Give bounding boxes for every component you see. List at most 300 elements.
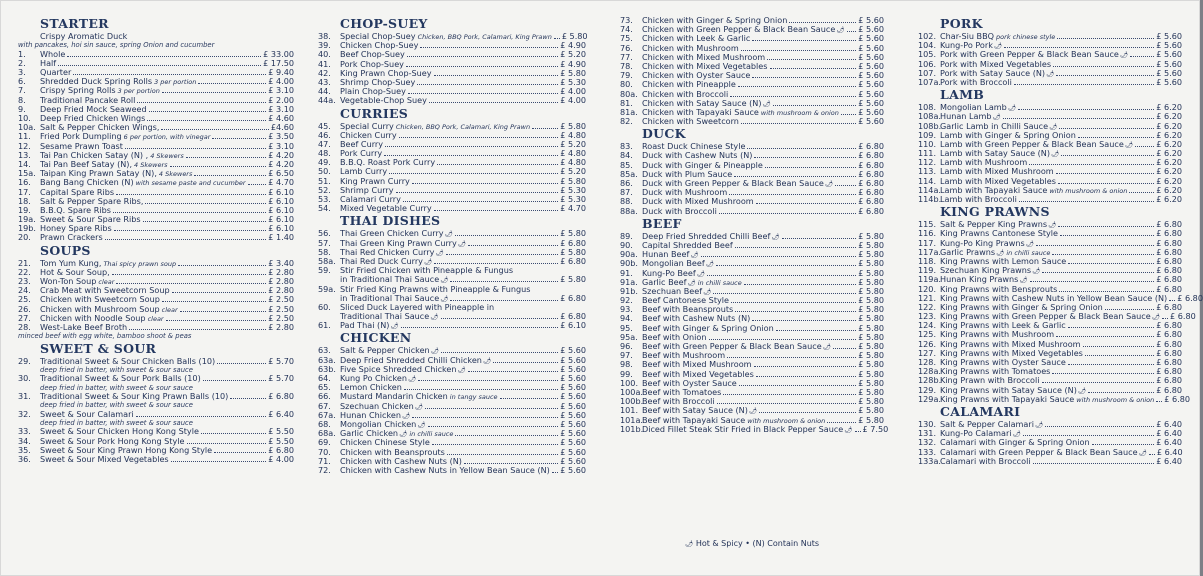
item-number: 53. <box>318 194 331 204</box>
item-name: King Prawns with Ginger & Spring Onion <box>940 301 1103 312</box>
item-price: £ 4.60 <box>268 113 294 123</box>
item-name: in Traditional Thai Sauce <box>340 274 440 285</box>
item-price: £4.60 <box>270 122 294 133</box>
item-number: 83. <box>620 141 633 152</box>
item-price: £ 5.50 <box>268 426 294 437</box>
item-number: 74. <box>620 24 633 35</box>
hot-chilli-icon: 🌶 <box>440 276 449 285</box>
item-name: Sweet & Sour Chicken Hong Kong Style <box>40 426 199 437</box>
section-heading: SOUPS <box>40 242 91 258</box>
hot-chilli-icon: 🌶 <box>430 347 439 356</box>
item-name: Deep Fried Shredded Chilli Chicken <box>340 354 482 365</box>
item-number: 29. <box>18 355 31 366</box>
dot-leader <box>701 250 857 257</box>
hot-chilli-icon: 🌶 <box>1124 140 1134 149</box>
item-price: £ 4.90 <box>560 40 586 51</box>
item-number: 11. <box>18 131 31 142</box>
dot-leader <box>171 455 267 462</box>
item-price: £ 5.60 <box>858 88 884 99</box>
dot-leader <box>450 275 558 282</box>
item-name: King Prawns with Cashew Nuts in Yellow Bean Sauce (N) <box>940 292 1168 303</box>
item-name: Pork with Broccoli <box>940 76 1012 87</box>
dot-leader <box>1036 239 1154 246</box>
dot-leader <box>406 60 558 67</box>
item-number: 90b. <box>620 258 639 269</box>
item-detail: Chicken, BBQ Pork, Calamari, King Prawn <box>417 33 552 41</box>
dot-leader <box>752 314 856 321</box>
item-price: £ 5.60 <box>1156 31 1182 41</box>
item-number: 23. <box>18 276 31 286</box>
item-name: B.B.Q. Roast Pork Curry <box>340 157 436 168</box>
item-price: £ 5.60 <box>858 15 884 25</box>
item-price: £ 6.10 <box>268 195 294 206</box>
item-name: Kung Po Chicken <box>340 373 407 383</box>
hot-chilli-icon: 🌶 <box>748 407 758 416</box>
dot-leader <box>734 170 856 177</box>
item-name: Chicken with Pineapple <box>642 79 736 90</box>
item-name: Mongolian Chicken <box>340 418 417 429</box>
dot-leader <box>500 392 559 399</box>
item-number: 107a. <box>918 76 941 87</box>
item-price: £ 5.80 <box>858 267 884 278</box>
hot-chilli-icon: 🌶 <box>992 113 1001 122</box>
menu-item <box>18 357 294 366</box>
dot-leader <box>1085 349 1154 356</box>
item-name: Calamari Curry <box>340 194 401 204</box>
dot-leader <box>437 158 558 165</box>
hot-chilli-icon: 🌶 <box>444 230 453 239</box>
hot-chilli-icon: 🌶 <box>430 313 439 322</box>
item-name: Chicken with Oyster Sauce <box>642 70 751 81</box>
section-heading: PORK <box>940 16 983 31</box>
dot-leader <box>455 229 558 236</box>
dot-leader <box>441 346 558 353</box>
hot-chilli-icon: 🌶 <box>1034 420 1044 429</box>
dot-leader <box>1162 312 1168 319</box>
dot-leader <box>420 41 558 48</box>
item-price: £ 6.80 <box>1170 311 1196 322</box>
item-detail: 6 per portion, with vinegar <box>123 133 211 142</box>
hot-chilli-icon: 🌶 <box>423 257 433 266</box>
hot-chilli-icon: 🌶 <box>705 260 714 269</box>
item-number: 128a. <box>918 366 941 377</box>
hot-chilli-icon: 🌶 <box>993 42 1003 51</box>
hot-chilli-icon: 🌶 <box>762 99 771 108</box>
dot-leader <box>756 197 857 204</box>
dot-leader <box>1023 429 1154 436</box>
dot-leader <box>67 50 261 57</box>
dot-leader <box>1030 275 1155 282</box>
item-number: 44a. <box>318 95 336 106</box>
item-price: £ 5.60 <box>560 382 586 393</box>
item-price: £ 4.00 <box>268 453 294 464</box>
dot-leader <box>738 80 856 87</box>
item-price: £ 5.80 <box>560 175 586 186</box>
item-price: £ 6.50 <box>268 168 294 179</box>
dot-leader <box>1056 69 1154 76</box>
item-number: 2. <box>18 57 26 68</box>
item-price: £ 5.20 <box>560 49 586 60</box>
item-name: Hunan King Prawns <box>940 274 1019 285</box>
menu-item <box>318 466 586 475</box>
item-number: 19a. <box>18 214 36 225</box>
item-number: 106. <box>918 58 937 69</box>
dot-leader <box>773 99 856 106</box>
item-price: £ 6.20 <box>1156 157 1182 168</box>
item-price: £ 6.10 <box>560 320 586 331</box>
item-detail: in chilli sauce <box>1006 248 1051 257</box>
dot-leader <box>468 239 558 246</box>
item-name: Beef with Satay Sauce (N) <box>642 405 748 416</box>
item-price: £ 5.80 <box>858 276 884 287</box>
dot-leader <box>401 321 559 328</box>
item-number: 133a. <box>918 455 941 466</box>
item-number: 20. <box>18 232 31 243</box>
item-name: Crispy Spring Rolls <box>40 85 116 96</box>
item-number: 64. <box>318 373 331 383</box>
item-number: 132. <box>918 437 937 448</box>
hot-chilli-icon: 🌶 <box>703 287 712 296</box>
item-name: Sweet & Sour Pork Hong Kong Style <box>40 435 185 446</box>
dot-leader <box>114 224 267 231</box>
section-heading: CURRIES <box>340 105 409 121</box>
item-price: £ 5.80 <box>858 405 884 416</box>
item-price: £ 6.80 <box>858 187 884 198</box>
dot-leader <box>194 169 266 176</box>
hot-chilli-icon: 🌶 <box>696 269 705 278</box>
item-price: £ 5.60 <box>858 60 884 71</box>
item-price: £ 6.80 <box>1156 255 1182 266</box>
item-number: 79. <box>620 70 633 81</box>
item-name: Duck with Green Pepper & Black Bean Sauce <box>642 178 824 188</box>
item-number: 6. <box>18 76 26 87</box>
dot-leader <box>434 204 559 211</box>
item-number: 101. <box>620 405 639 416</box>
dot-leader <box>1092 438 1155 445</box>
item-name: Szechuan King Prawns <box>940 265 1032 276</box>
item-number: 96. <box>620 341 633 351</box>
item-number: 113. <box>918 166 937 177</box>
item-number: 129a. <box>918 393 941 404</box>
item-name: Lamb Curry <box>340 166 388 177</box>
dot-leader <box>752 71 856 78</box>
item-name: Thai Red Chicken Curry <box>340 246 435 257</box>
dot-leader <box>754 360 857 367</box>
item-number: 101b. <box>620 423 644 434</box>
item-price: £ 6.80 <box>1156 228 1182 239</box>
dot-leader <box>73 68 266 75</box>
item-price: £ 6.20 <box>1156 120 1182 131</box>
item-number: 91. <box>620 267 633 278</box>
item-name: Thai Green King Prawn Curry <box>340 237 457 248</box>
item-price: £ 6.80 <box>1164 393 1191 404</box>
hot-chilli-icon: 🌶 <box>1151 313 1160 322</box>
item-name: Kung-Po King Prawns <box>940 237 1025 248</box>
item-number: 97. <box>620 350 633 361</box>
dot-leader <box>187 437 267 444</box>
item-price: £ 5.80 <box>858 359 884 370</box>
item-price: £ 5.80 <box>560 67 586 78</box>
item-name: Traditional Sweet & Sour Pork Balls (10) <box>40 373 201 384</box>
item-number: 48. <box>318 148 331 159</box>
item-price: £ 5.60 <box>560 373 586 383</box>
hot-chilli-icon: 🌶 <box>824 180 834 188</box>
item-number: 58a. <box>318 255 336 266</box>
dot-leader <box>412 177 558 184</box>
dot-leader <box>166 314 267 321</box>
item-price: £ 6.80 <box>1156 366 1182 377</box>
item-number: 126. <box>918 338 937 349</box>
item-name: Chicken with Broccoli <box>642 88 729 99</box>
dot-leader <box>1042 376 1155 383</box>
item-number: 111. <box>918 148 937 159</box>
item-price: £ 5.60 <box>1156 40 1182 51</box>
item-number: 102. <box>918 31 937 41</box>
item-number: 1. <box>18 48 26 59</box>
item-number: 89. <box>620 230 633 241</box>
item-price: £ 5.60 <box>858 42 884 53</box>
item-number: 65. <box>318 382 331 393</box>
item-detail: clear <box>98 278 115 286</box>
item-name: Thai Green Chicken Curry <box>340 228 444 239</box>
item-number: 120. <box>918 283 937 294</box>
item-name: Hunan Lamb <box>940 111 992 122</box>
item-name: Beef with Mixed Vegetables <box>642 368 754 379</box>
item-number: 100. <box>620 377 639 388</box>
item-price: £ 5.60 <box>560 354 586 365</box>
item-detail: with sesame paste and cucumber <box>135 179 246 188</box>
item-price: £ 6.80 <box>1156 384 1182 395</box>
item-price: £ 2.50 <box>268 303 294 314</box>
item-number: 15a. <box>18 168 36 179</box>
item-price: £ 5.60 <box>858 116 884 127</box>
item-name: King Prawns with Bensprouts <box>940 283 1058 294</box>
dot-leader <box>455 429 558 436</box>
item-name: Chicken with Mushroom Soup <box>40 303 160 314</box>
dot-leader <box>434 257 558 264</box>
item-price: £ 5.70 <box>268 355 294 366</box>
dot-leader <box>719 207 856 214</box>
item-price: £ 4.20 <box>268 149 294 160</box>
item-name: Beef with Oyster Sauce <box>642 377 737 388</box>
menu-item <box>318 96 586 105</box>
item-detail: pork chinese style <box>996 33 1056 41</box>
section-heading: CALAMARI <box>940 403 1021 419</box>
item-number: 69. <box>318 437 331 448</box>
dot-leader <box>112 268 267 275</box>
item-name: King Prawns with Leek & Garlic <box>940 320 1066 331</box>
menu-item <box>18 392 294 401</box>
item-number: 22. <box>18 266 31 277</box>
item-number: 59. <box>318 265 331 276</box>
item-detail: clear <box>161 305 178 314</box>
item-name: King Prawns with Tapayaki Sauce <box>940 393 1075 404</box>
item-name: Beef Cantonese Style <box>642 295 730 306</box>
item-price: £ 5.80 <box>858 239 884 250</box>
item-name: Calamari with Broccoli <box>940 455 1031 466</box>
item-detail: 3 per portion <box>154 78 197 87</box>
item-price: £ 2.80 <box>268 266 294 277</box>
item-name: Pork with Green Pepper & Black Bean Sauce <box>940 49 1119 60</box>
hot-chilli-icon: 🌶 <box>844 425 853 434</box>
item-number: 117. <box>918 237 937 248</box>
hot-chilli-icon: 🌶 <box>440 294 449 303</box>
section-heading: BEEF <box>642 215 682 231</box>
item-price: £ 2.00 <box>268 94 294 105</box>
dot-leader <box>162 86 266 93</box>
item-name: Plain Chop-Suey <box>340 86 406 97</box>
hot-chilli-icon: 🌶 <box>1051 150 1060 159</box>
item-name: King Prawns with Mixed Mushroom <box>940 338 1081 349</box>
item-number: 84. <box>620 150 633 161</box>
dot-leader <box>385 140 558 147</box>
item-name: Capital Shredded Beef <box>642 239 733 250</box>
item-detail: 4 Skewers <box>134 160 168 169</box>
item-name: Mixed Vegetable Curry <box>340 203 432 214</box>
item-name: Beef Chop-Suey <box>340 49 405 60</box>
hot-chilli-icon: 🌶 <box>417 420 426 429</box>
item-name: Chicken with Cashew Nuts (N) <box>340 455 462 466</box>
item-price: £ 6.80 <box>1156 246 1182 257</box>
item-name: King Prawn Curry <box>340 175 410 186</box>
item-price: £ 5.80 <box>858 304 884 315</box>
item-detail: clear <box>147 314 164 323</box>
item-number: 95. <box>620 322 633 333</box>
item-number: 58. <box>318 246 331 257</box>
item-detail: with mushroom & onion <box>760 108 839 117</box>
item-name: Chicken with Mixed Vegetables <box>642 60 768 71</box>
menu-item <box>918 457 1182 466</box>
item-number: 114a. <box>918 184 941 195</box>
item-price: £ 5.60 <box>858 51 884 62</box>
item-name: West-Lake Beef Broth <box>40 321 128 332</box>
item-number: 100a. <box>620 386 643 397</box>
item-name: Capital Spare Ribs <box>40 186 115 197</box>
menu-item <box>18 455 294 464</box>
item-name: Vegetable-Chop Suey <box>340 95 427 106</box>
hot-chilli-icon: 🌶 <box>407 375 417 383</box>
dot-leader <box>1014 78 1154 85</box>
hot-chilli-icon: 🌶 <box>1119 51 1129 60</box>
item-number: 109. <box>918 129 937 140</box>
item-number: 13. <box>18 149 31 160</box>
hot-chilli-icon: 🌶 <box>435 248 444 257</box>
item-price: £ 6.80 <box>1156 375 1182 386</box>
item-number: 130. <box>918 418 937 429</box>
item-price: £ 6.80 <box>1156 219 1182 230</box>
item-price: £ 5.80 <box>858 230 884 241</box>
item-price: £ 6.80 <box>858 178 884 188</box>
item-price: £ 3.10 <box>268 85 294 96</box>
item-number: 114b. <box>918 194 942 204</box>
dot-leader <box>450 294 558 301</box>
item-price: £ 5.80 <box>858 377 884 388</box>
item-detail: with mushroom & onion <box>1076 395 1155 404</box>
legend-hot-label: Hot & Spicy <box>695 539 743 548</box>
item-price: £ 6.80 <box>1156 357 1182 367</box>
item-name: Salt & Pepper King Prawns <box>940 219 1048 230</box>
dot-leader <box>418 374 558 381</box>
dot-leader <box>396 186 559 193</box>
item-name: Diced Fillet Steak Stir Fried in Black Pepper Sauce <box>642 423 844 434</box>
item-price: £ 4.80 <box>560 148 586 159</box>
section-heading: DUCK <box>642 126 686 142</box>
menu-item <box>18 50 294 59</box>
item-price: £ 5.80 <box>858 368 884 379</box>
item-number: 63a. <box>318 354 336 365</box>
item-number: 56. <box>318 228 331 239</box>
item-number: 68. <box>318 418 331 429</box>
item-price: £ 5.80 <box>858 386 884 397</box>
item-price: £ 17.50 <box>263 57 294 68</box>
dot-leader <box>739 379 856 386</box>
item-price: £ 4.00 <box>560 95 586 106</box>
dot-leader <box>1068 257 1154 264</box>
dot-leader <box>759 406 856 413</box>
item-price: £ 6.20 <box>1156 102 1182 113</box>
item-name: Traditional Pancake Roll <box>40 94 136 105</box>
dot-leader <box>1169 294 1175 301</box>
item-number: 46. <box>318 129 331 140</box>
hot-chilli-icon: 🌶 <box>1032 267 1041 276</box>
item-price: £ 5.80 <box>858 249 884 260</box>
item-name: Beef Curry <box>340 138 384 149</box>
item-price: £ 5.60 <box>858 70 884 81</box>
dot-leader <box>735 241 857 248</box>
hot-chilli-icon: 🌶 <box>822 343 831 351</box>
dot-leader <box>1056 330 1154 337</box>
item-number: 104. <box>918 40 937 51</box>
hot-chilli-icon: 🌶 <box>1025 239 1034 248</box>
item-price: £ 6.40 <box>1156 428 1182 439</box>
item-price: £ 6.80 <box>858 141 884 152</box>
item-price: £ 4.80 <box>560 129 586 140</box>
item-price: £ 6.10 <box>268 223 294 234</box>
item-name: Tai Pan Beef Satay (N), <box>40 158 133 169</box>
dot-leader <box>143 215 267 222</box>
hot-chilli-icon: 🌶 <box>390 322 399 331</box>
item-number: 51. <box>318 175 331 186</box>
item-name: Beef with Tapayaki Sauce <box>642 414 746 425</box>
item-name: Shrimp Chop-Suey <box>340 76 416 87</box>
item-name: Duck with Mixed Mushroom <box>642 196 754 207</box>
item-name: Beef with Ginger & Spring Onion <box>642 322 774 333</box>
section-heading: THAI DISHES <box>340 213 441 229</box>
item-price: £ 6.80 <box>1156 320 1182 331</box>
dot-leader <box>178 259 266 266</box>
dot-leader <box>428 420 559 427</box>
item-number: 9. <box>18 103 26 114</box>
section-heading: LAMB <box>940 87 985 103</box>
item-name: Chicken with Green Pepper & Black Bean Sauce <box>642 24 836 35</box>
item-name: King Prawns with Tomatoes <box>940 366 1051 377</box>
item-price: £ 3.10 <box>268 140 294 151</box>
dot-leader <box>716 259 856 266</box>
item-name: Traditional Sweet & Sour Chicken Balls (10) <box>40 355 216 366</box>
item-number: 68a. <box>318 428 336 439</box>
dot-leader <box>214 446 266 453</box>
section-heading: KING PRAWNS <box>940 204 1050 220</box>
item-name: Szechuan Chicken <box>340 400 414 411</box>
item-name: Lamb with Mixed Vegetables <box>940 175 1056 186</box>
item-number: 33. <box>18 426 31 437</box>
item-name: Lamb with Mixed Mushroom <box>940 166 1054 177</box>
item-name: Garlic Prawns <box>940 246 996 257</box>
item-price: £ 1.40 <box>268 232 294 243</box>
item-price: £ 6.20 <box>1156 129 1182 140</box>
item-name: Stir Fried Chicken with Pineapple & Fungus <box>340 265 514 276</box>
item-price: £ 6.80 <box>1156 329 1182 340</box>
